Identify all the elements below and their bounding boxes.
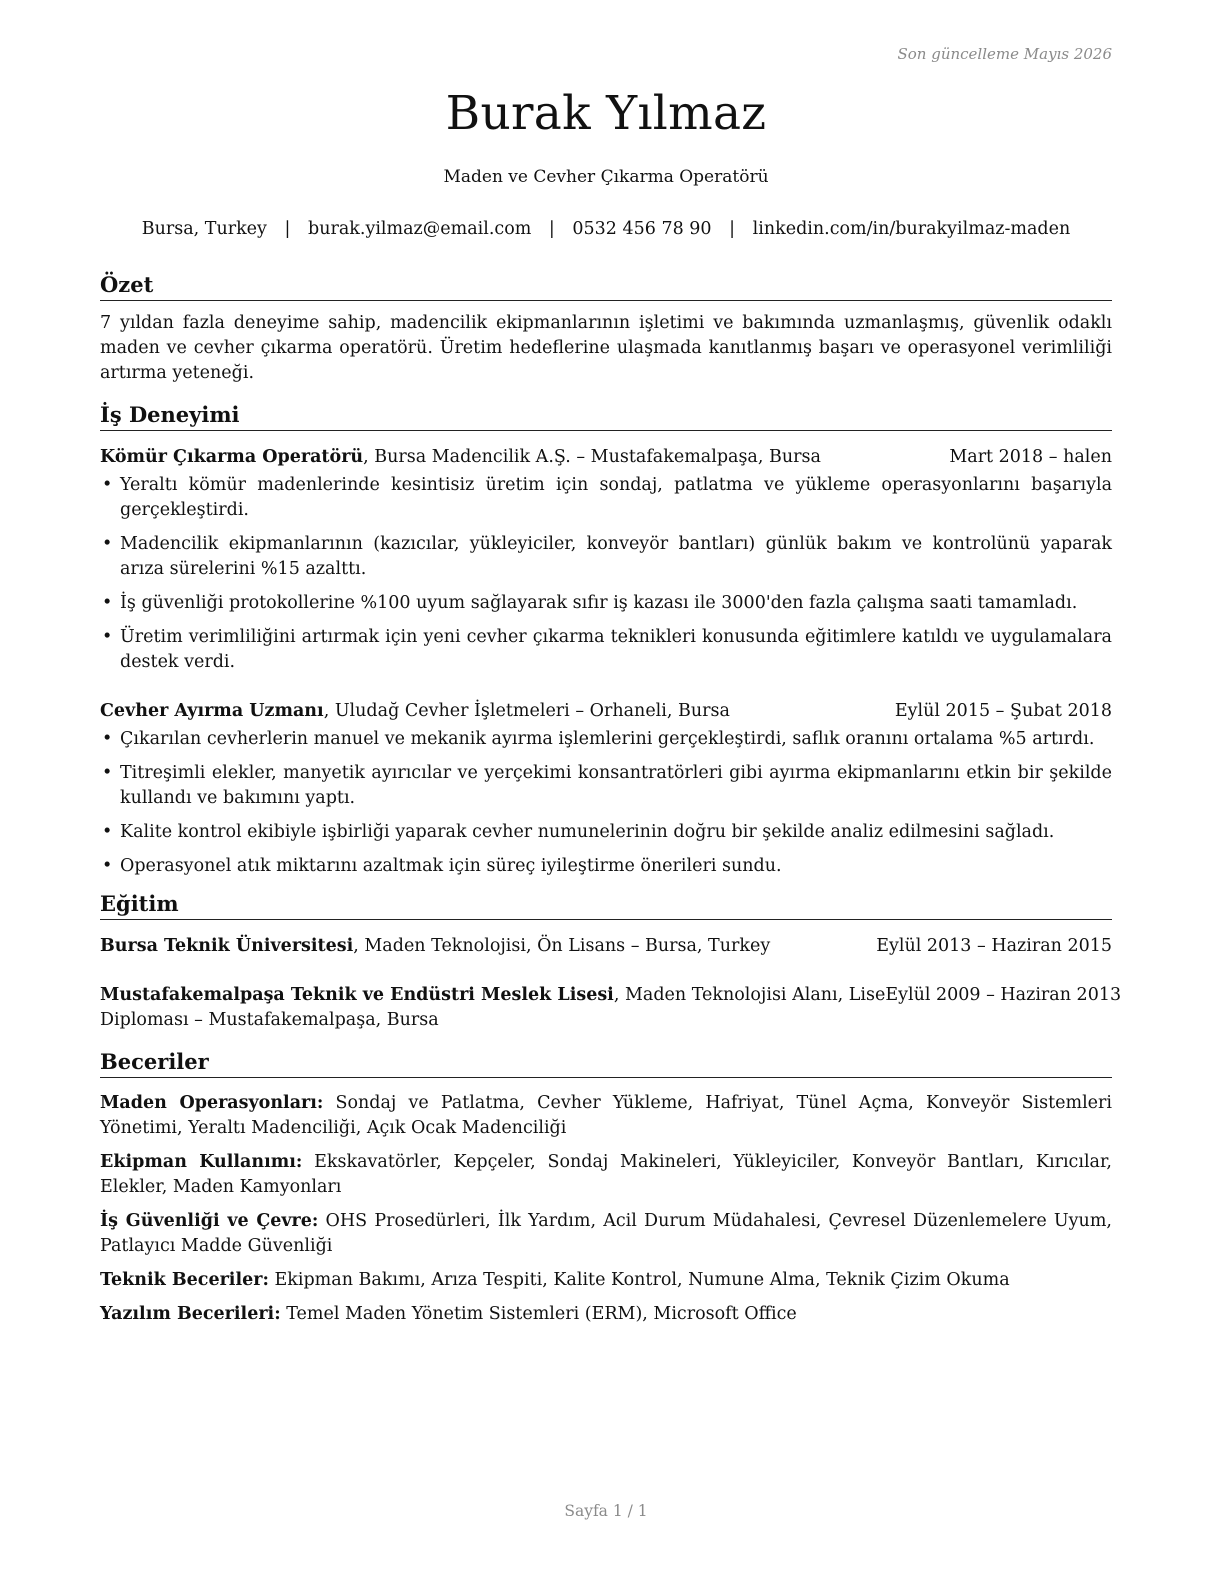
job-bullet: • Yeraltı kömür madenlerinde kesintisiz üretim için sondaj, patlatma ve yükleme operasyonlarını başarıyla gerçekleştirdi. — [100, 473, 1112, 523]
job-bullet: • İş güvenliği protokollerine %100 uyum sağlayarak sıfır iş kazası ile 3000'den fazla çalışma saati tamamladı. — [100, 591, 1112, 616]
job-dates: Mart 2018 – halen — [949, 447, 1112, 467]
contact-email[interactable]: burak.yilmaz@email.com — [308, 219, 532, 239]
job-bullet: • Kalite kontrol ekibiyle işbirliği yaparak cevher numunelerinin doğru bir şekilde analiz edilmesini sağladı. — [100, 820, 1112, 845]
contact-separator: | — [548, 219, 555, 239]
job-entry — [100, 445, 1112, 675]
skills-list — [100, 1091, 1112, 1327]
skill-label: Ekipman Kullanımı: — [100, 1152, 303, 1172]
last-updated: Son güncelleme Mayıs 2026 — [897, 45, 1112, 63]
section-heading-skills: Beceriler — [100, 1047, 1112, 1078]
job-role: Cevher Ayırma Uzmanı — [100, 701, 324, 721]
job-header — [100, 445, 1112, 470]
skill-label: Teknik Beceriler: — [100, 1270, 269, 1290]
skill-value: OHS Prosedürleri, İlk Yardım, Acil Durum Müdahalesi, Çevresel Düzenlemelere Uyum, Patlayıcı Madde Güvenliği — [100, 1211, 1112, 1256]
skill-value: Ekskavatörler, Kepçeler, Sondaj Makineleri, Yükleyiciler, Konveyör Bantları, Kırıcılar, Elekler, Maden Kamyonları — [100, 1152, 1112, 1197]
job-header — [100, 699, 1112, 724]
resume-page — [100, 0, 1122, 1584]
job-role: Kömür Çıkarma Operatörü — [100, 447, 364, 467]
job-bullet: • Çıkarılan cevherlerin manuel ve mekanik ayırma işlemlerini gerçekleştirdi, saflık oranını ortalama %5 artırdı. — [100, 727, 1112, 752]
summary-text: 7 yıldan fazla deneyime sahip, madencilik ekipmanlarının işletimi ve bakımında uzmanlaşmış, güvenlik odaklı maden ve cevher çıkarma operatörü. Üretim hedeflerine ulaşmada kanıtlanmış başarı ve operasyonel verimliliği artırma yeteneği. — [100, 313, 1112, 383]
contact-location: Bursa, Turkey — [141, 219, 267, 239]
job-entry — [100, 699, 1112, 879]
education-entry — [100, 983, 1122, 1033]
job-role-company — [100, 445, 821, 470]
skill-item — [100, 1209, 1112, 1259]
education-entry — [100, 934, 1112, 959]
skill-item — [100, 1268, 1112, 1293]
summary-section — [100, 270, 1112, 386]
education-school-details — [100, 934, 770, 959]
job-dates: Eylül 2015 – Şubat 2018 — [894, 701, 1112, 721]
education-school-details — [100, 983, 885, 1008]
education-details-continued: Diploması – Mustafakemalpaşa, Bursa — [100, 1010, 439, 1030]
candidate-name: Burak Yılmaz — [445, 86, 767, 141]
skill-item — [100, 1150, 1112, 1200]
education-details: , Maden Teknolojisi Alanı, Lise — [613, 985, 886, 1005]
job-bullet: • Operasyonel atık miktarını azaltmak için süreç iyileştirme önerileri sundu. — [100, 854, 1112, 879]
education-school: Mustafakemalpaşa Teknik ve Endüstri Meslek Lisesi — [100, 985, 614, 1005]
skill-label: Yazılım Becerileri: — [100, 1304, 281, 1324]
section-heading-education: Eğitim — [100, 889, 1112, 920]
education-dates: Eylül 2009 – Haziran 2013 — [885, 985, 1122, 1005]
job-bullets — [100, 727, 1112, 879]
contact-phone[interactable]: 0532 456 78 90 — [572, 219, 712, 239]
skill-value: Ekipman Bakımı, Arıza Tespiti, Kalite Kontrol, Numune Alma, Teknik Çizim Okuma — [268, 1270, 1010, 1290]
education-section — [100, 889, 1122, 1033]
job-bullet: • Titreşimli elekler, manyetik ayırıcılar ve yerçekimi konsantratörleri gibi ayırma ekipmanlarını etkin bir şekilde kullandı ve bakımını yaptı. — [100, 761, 1112, 811]
education-details: , Maden Teknolojisi, Ön Lisans – Bursa, Turkey — [353, 936, 771, 956]
contact-separator: | — [284, 219, 291, 239]
skill-item — [100, 1091, 1112, 1141]
section-heading-summary: Özet — [100, 270, 1112, 301]
skill-value: Temel Maden Yönetim Sistemleri (ERM), Microsoft Office — [280, 1304, 797, 1324]
job-bullets — [100, 473, 1112, 675]
job-company: , Uludağ Cevher İşletmeleri – Orhaneli, Bursa — [323, 701, 730, 721]
skill-label: İş Güvenliği ve Çevre: — [100, 1211, 319, 1231]
job-company: , Bursa Madencilik A.Ş. – Mustafakemalpaşa, Bursa — [363, 447, 821, 467]
resume-content — [100, 270, 1122, 1336]
experience-section — [100, 400, 1112, 879]
page-number: Sayfa 1 / 1 — [564, 1502, 648, 1520]
education-entry-line — [100, 983, 1122, 1008]
skill-value: Sondaj ve Patlatma, Cevher Yükleme, Hafriyat, Tünel Açma, Konveyör Sistemleri Yönetimi, Yeraltı Madenciliği, Açık Ocak Madenciliği — [100, 1093, 1112, 1138]
job-bullet: • Madencilik ekipmanlarının (kazıcılar, yükleyiciler, konveyör bantları) günlük bakım ve kontrolünü yaparak arıza sürelerini %15 azalttı. — [100, 532, 1112, 582]
contact-line — [100, 219, 1112, 239]
education-school: Bursa Teknik Üniversitesi — [100, 936, 354, 956]
skills-section — [100, 1047, 1112, 1327]
skill-item — [100, 1302, 1112, 1327]
job-role-company — [100, 699, 730, 724]
education-dates: Eylül 2013 – Haziran 2015 — [876, 936, 1112, 956]
section-heading-experience: İş Deneyimi — [100, 400, 1112, 431]
contact-linkedin[interactable]: linkedin.com/in/burakyilmaz-maden — [752, 219, 1071, 239]
job-bullet: • Üretim verimliliğini artırmak için yeni cevher çıkarma teknikleri konusunda eğitimlere katıldı ve uygulamalara destek verdi. — [100, 625, 1112, 675]
skill-label: Maden Operasyonları: — [100, 1093, 324, 1113]
job-title: Maden ve Cevher Çıkarma Operatörü — [443, 167, 769, 187]
contact-separator: | — [729, 219, 736, 239]
